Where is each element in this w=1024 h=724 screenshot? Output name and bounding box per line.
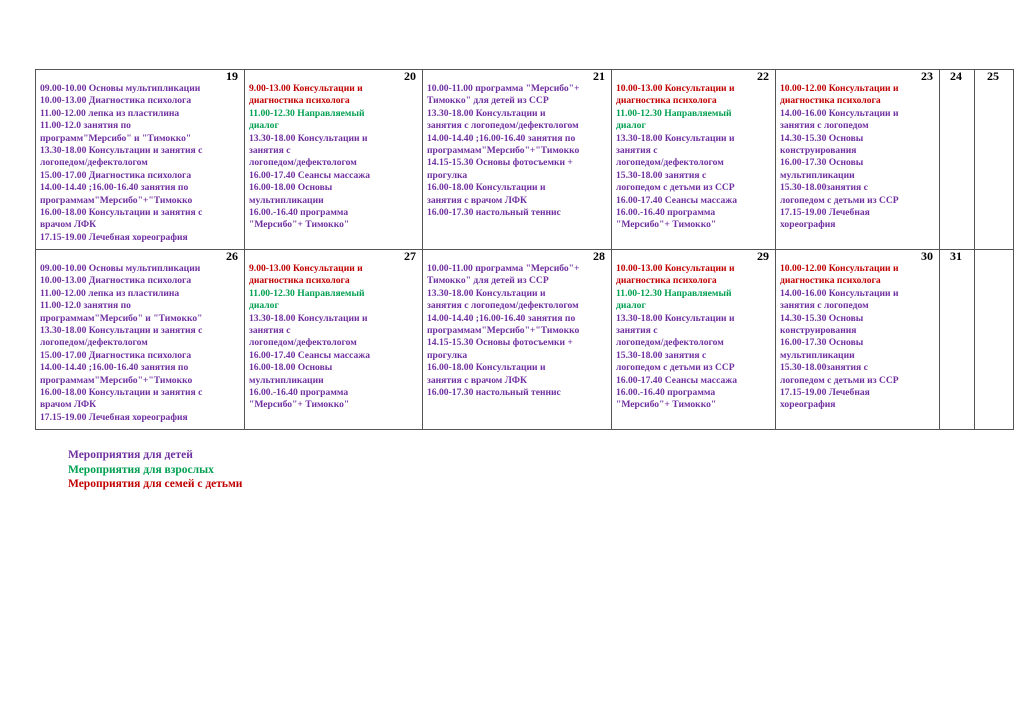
day-cell: [776, 70, 940, 250]
event-line: 17.15-19.00 Лечебная: [780, 387, 870, 399]
event-line: врачом ЛФК: [40, 399, 97, 411]
event-line: 16.00-18.00 Основы: [249, 182, 333, 194]
event-line: занятия с: [249, 145, 291, 157]
day-number: 19: [226, 69, 238, 83]
event-line: 09.00-10.00 Основы мультипликации: [40, 263, 201, 274]
event-line: логопедом с детьми из ССР: [616, 362, 735, 374]
event-line: 11.00-12.00 лепка из пластилина: [40, 107, 180, 119]
event-line: диалог: [616, 120, 646, 132]
event-line: занятия с логопедом: [780, 300, 869, 312]
day-number: 20: [404, 69, 416, 83]
event-line: мультипликации: [780, 349, 855, 361]
event-line: занятия с логопедом: [780, 120, 869, 132]
event-line: конструирования: [780, 325, 857, 337]
legend-families: Мероприятия для семей с детьми: [68, 478, 243, 490]
event-line: 14.00-14.40 ;16.00-16.40 занятия по: [427, 312, 576, 324]
event-line: "Мерсибо"+ Тимокко": [249, 219, 350, 231]
event-line: диагностика психолога: [616, 95, 717, 107]
event-line: 16.00-17.40 Сеансы массажа: [249, 169, 370, 181]
event-line: занятия с врачом ЛФК: [427, 194, 527, 206]
legend-children: Мероприятия для детей: [68, 449, 193, 461]
event-line: 16.00-17.30 Основы: [780, 337, 864, 349]
event-line: 10.00-13.00 Консультации и: [616, 263, 735, 274]
event-line: 11.00-12.30 Направляемый: [616, 107, 732, 119]
event-line: 15.00-17.00 Диагностика психолога: [40, 349, 192, 361]
event-line: 13.30-18.00 Консультации и занятия с: [40, 325, 203, 337]
event-line: врачом ЛФК: [40, 219, 97, 231]
event-line: "Мерсибо"+ Тимокко": [616, 219, 717, 231]
event-line: диагностика психолога: [249, 275, 350, 287]
event-line: 11.00-12.0 занятия по: [40, 120, 131, 132]
event-line: 15.30-18.00занятия с: [780, 182, 868, 194]
legend-adults: Мероприятия для взрослых: [68, 463, 214, 476]
event-line: программ"Мерсибо" и "Тимокко": [40, 132, 192, 144]
day-cell: [36, 250, 245, 430]
event-list: [427, 83, 605, 219]
day-cell: [245, 250, 423, 430]
day-number: 22: [757, 69, 769, 83]
event-line: 11.00-12.00 лепка из пластилина: [40, 287, 180, 299]
event-line: прогулка: [427, 349, 468, 361]
event-line: 14.00-14.40 ;16.00-16.40 занятия по: [40, 182, 189, 194]
event-line: хореография: [780, 399, 836, 411]
event-line: программам"Мерсибо"+"Тимокко: [427, 325, 580, 337]
event-list: [780, 263, 933, 412]
event-line: мультипликации: [249, 194, 324, 206]
event-line: 16.00.-16.40 программа: [616, 207, 716, 219]
event-line: 13.30-18.00 Консультации и: [249, 132, 368, 144]
schedule-table: [35, 69, 1014, 430]
event-line: Тимокко" для детей из ССР: [427, 275, 549, 287]
event-line: программам"Мерсибо"+"Тимокко: [427, 145, 580, 157]
day-number: 29: [757, 249, 769, 263]
event-line: 16.00-17.30 настольный теннис: [427, 387, 561, 399]
day-number: 30: [921, 249, 933, 263]
event-line: логопедом/дефектологом: [616, 337, 724, 349]
event-line: логопедом с детьми из ССР: [780, 194, 899, 206]
event-line: занятия с: [249, 325, 291, 337]
event-line: 13.30-18.00 Консультации и: [616, 312, 735, 324]
event-line: 16.00.-16.40 программа: [249, 387, 349, 399]
event-list: [780, 83, 933, 232]
event-line: диагностика психолога: [249, 95, 350, 107]
event-line: 16.00-17.40 Сеансы массажа: [249, 349, 370, 361]
day-cell: [423, 70, 612, 250]
event-line: 13.30-18.00 Консультации и занятия с: [40, 145, 203, 157]
event-line: 17.15-19.00 Лечебная хореография: [40, 411, 188, 423]
event-line: 16.00.-16.40 программа: [616, 387, 716, 399]
day-cell: [245, 70, 423, 250]
event-list: [40, 83, 238, 244]
event-line: 15.30-18.00 занятия с: [616, 349, 707, 361]
event-line: 16.00-18.00 Консультации и: [427, 362, 546, 374]
event-list: [616, 83, 769, 232]
event-line: 13.30-18.00 Консультации и: [616, 132, 735, 144]
event-line: 14.00-16.00 Консультации и: [780, 287, 899, 299]
event-line: диалог: [616, 300, 646, 312]
event-line: 13.30-18.00 Консультации и: [427, 107, 546, 119]
week-row: [36, 70, 1014, 250]
event-line: 16.00-18.00 Основы: [249, 362, 333, 374]
event-line: 16.00-18.00 Консультации и занятия с: [40, 387, 203, 399]
day-cell: [940, 250, 975, 430]
event-line: 16.00-17.40 Сеансы массажа: [616, 194, 737, 206]
event-line: 10.00-12.00 Консультации и: [780, 263, 899, 274]
event-line: 13.30-18.00 Консультации и: [427, 287, 546, 299]
event-line: 17.15-19.00 Лечебная хореография: [40, 231, 188, 243]
event-line: 16.00.-16.40 программа: [249, 207, 349, 219]
event-line: диалог: [249, 120, 279, 132]
day-cell: [940, 70, 975, 250]
event-line: 15.30-18.00 занятия с: [616, 169, 707, 181]
day-cell: [975, 70, 1014, 250]
day-number: 31: [950, 249, 962, 263]
day-number: 21: [593, 69, 605, 83]
event-line: логопедом/дефектологом: [40, 157, 148, 169]
day-number: 24: [950, 69, 962, 83]
event-line: 16.00-17.30 настольный теннис: [427, 207, 561, 219]
event-line: "Мерсибо"+ Тимокко": [616, 399, 717, 411]
event-line: 11.00-12.30 Направляемый: [249, 287, 365, 299]
day-cell: [612, 70, 776, 250]
event-line: 11.00-12.0 занятия по: [40, 300, 131, 312]
event-line: 16.00-18.00 Консультации и занятия с: [40, 207, 203, 219]
event-line: занятия с логопедом/дефектологом: [427, 120, 579, 132]
day-cell: [975, 250, 1014, 430]
day-number: 23: [921, 69, 933, 83]
event-list: [616, 263, 769, 412]
event-line: мультипликации: [249, 374, 324, 386]
event-line: 9.00-13.00 Консультации и: [249, 83, 363, 94]
day-cell: [36, 70, 245, 250]
event-line: программам"Мерсибо"+"Тимокко: [40, 194, 193, 206]
event-line: 15.00-17.00 Диагностика психолога: [40, 169, 192, 181]
event-line: диагностика психолога: [780, 275, 881, 287]
event-line: 11.00-12.30 Направляемый: [616, 287, 732, 299]
event-line: 09.00-10.00 Основы мультипликации: [40, 83, 201, 94]
event-line: 14.00-14.40 ;16.00-16.40 занятия по: [40, 362, 189, 374]
event-list: [427, 263, 605, 399]
event-line: программам"Мерсибо" и "Тимокко": [40, 312, 203, 324]
event-line: 10.00-12.00 Консультации и: [780, 83, 899, 94]
event-line: 17.15-19.00 Лечебная: [780, 207, 870, 219]
event-line: занятия с врачом ЛФК: [427, 374, 527, 386]
event-line: диалог: [249, 300, 279, 312]
event-line: прогулка: [427, 169, 468, 181]
event-line: 13.30-18.00 Консультации и: [249, 312, 368, 324]
event-line: 14.15-15.30 Основы фотосъемки +: [427, 337, 573, 349]
day-cell: [776, 250, 940, 430]
day-number: 28: [593, 249, 605, 263]
event-line: 16.00-17.30 Основы: [780, 157, 864, 169]
event-line: 9.00-13.00 Консультации и: [249, 263, 363, 274]
event-line: занятия с: [616, 325, 658, 337]
event-line: мультипликации: [780, 169, 855, 181]
event-line: логопедом/дефектологом: [40, 337, 148, 349]
event-line: 10.00-11.00 программа "Мерсибо"+: [427, 83, 580, 94]
day-number: 25: [987, 69, 999, 83]
legend: [68, 448, 242, 492]
event-line: 10.00-11.00 программа "Мерсибо"+: [427, 263, 580, 274]
event-line: конструирования: [780, 145, 857, 157]
event-line: логопедом/дефектологом: [616, 157, 724, 169]
event-line: 15.30-18.00занятия с: [780, 362, 868, 374]
event-list: [249, 263, 416, 412]
event-line: "Мерсибо"+ Тимокко": [249, 399, 350, 411]
event-line: Тимокко" для детей из ССР: [427, 95, 549, 107]
day-cell: [423, 250, 612, 430]
week-row: [36, 250, 1014, 430]
event-line: 10.00-13.00 Диагностика психолога: [40, 275, 192, 287]
event-line: 14.00-14.40 ;16.00-16.40 занятия по: [427, 132, 576, 144]
day-cell: [612, 250, 776, 430]
event-list: [249, 83, 416, 232]
event-line: занятия с: [616, 145, 658, 157]
event-line: логопедом с детьми из ССР: [780, 374, 899, 386]
event-list: [40, 263, 238, 424]
event-line: 16.00-18.00 Консультации и: [427, 182, 546, 194]
event-line: хореография: [780, 219, 836, 231]
event-line: 10.00-13.00 Диагностика психолога: [40, 95, 192, 107]
event-line: логопедом/дефектологом: [249, 337, 357, 349]
day-number: 27: [404, 249, 416, 263]
event-line: 14.30-15.30 Основы: [780, 312, 864, 324]
day-number: 26: [226, 249, 238, 263]
event-line: логопедом/дефектологом: [249, 157, 357, 169]
event-line: 14.30-15.30 Основы: [780, 132, 864, 144]
event-line: 14.15-15.30 Основы фотосъемки +: [427, 157, 573, 169]
event-line: 14.00-16.00 Консультации и: [780, 107, 899, 119]
event-line: диагностика психолога: [616, 275, 717, 287]
event-line: логопедом с детьми из ССР: [616, 182, 735, 194]
event-line: 16.00-17.40 Сеансы массажа: [616, 374, 737, 386]
event-line: занятия с логопедом/дефектологом: [427, 300, 579, 312]
event-line: 10.00-13.00 Консультации и: [616, 83, 735, 94]
event-line: 11.00-12.30 Направляемый: [249, 107, 365, 119]
event-line: диагностика психолога: [780, 95, 881, 107]
event-line: программам"Мерсибо"+"Тимокко: [40, 374, 193, 386]
